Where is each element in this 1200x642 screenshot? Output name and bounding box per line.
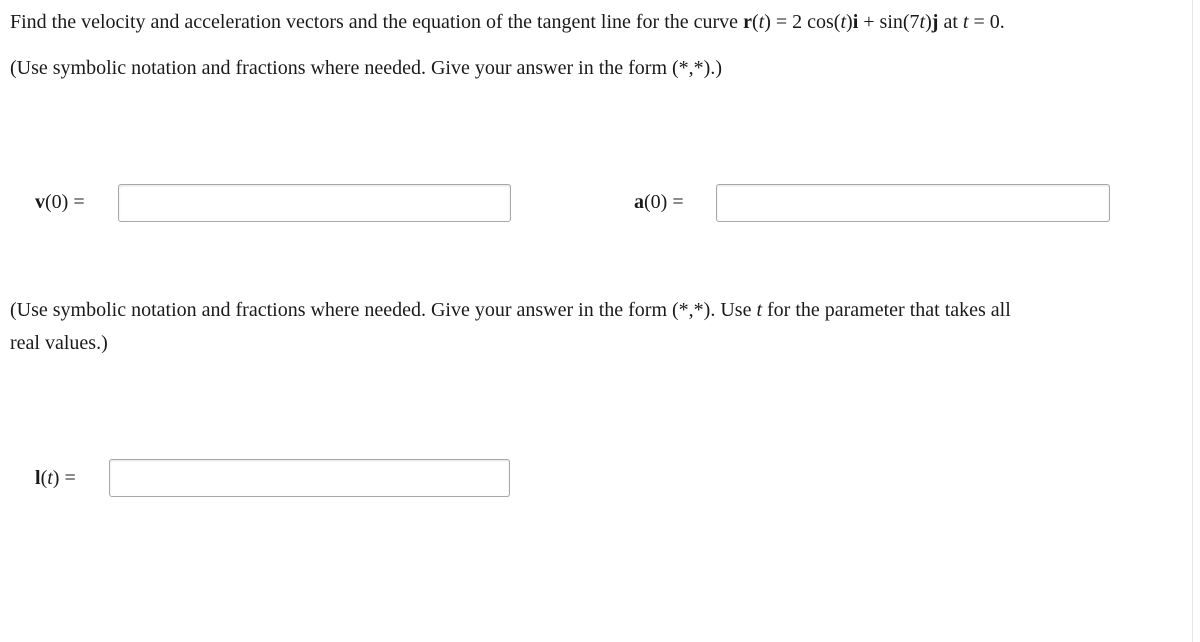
unit-i: i xyxy=(852,11,859,33)
instructions-2 xyxy=(10,294,1011,327)
var-t: t xyxy=(758,11,765,33)
unit-j: j xyxy=(931,11,939,33)
page-edge-divider xyxy=(1192,0,1193,642)
var-t: t xyxy=(962,11,969,33)
var-t: t xyxy=(47,467,53,489)
tangent-input[interactable] xyxy=(109,459,510,497)
acceleration-arg: (0) = xyxy=(644,191,684,213)
acceleration-label xyxy=(634,187,684,217)
velocity-input[interactable] xyxy=(118,184,511,222)
paren: ( xyxy=(40,467,48,489)
eq-part: ) xyxy=(925,11,932,33)
var-t: t xyxy=(756,299,763,321)
question-text: Find the velocity and acceleration vectors and the equation of the tangent line for the curve r(t) = 2 cos(t)i + sin(7t)j at t = 0. xyxy=(10,11,1005,33)
vector-r: r xyxy=(743,11,752,33)
eq-part: at xyxy=(938,11,963,33)
instructions-1: (Use symbolic notation and fractions where needed. Give your answer in the form (*,*).) xyxy=(10,57,723,79)
instructions-2-line2: real values.) xyxy=(10,332,108,354)
velocity-label xyxy=(35,187,85,217)
acceleration-symbol: a xyxy=(634,191,644,213)
acceleration-input[interactable] xyxy=(716,184,1110,222)
var-t: t xyxy=(919,11,926,33)
eq-part: + sin(7 xyxy=(858,11,920,33)
eq-part: ) = 2 cos( xyxy=(764,11,841,33)
question-prompt: Find the velocity and acceleration vectors and the equation of the tangent line for the curve xyxy=(10,11,744,33)
instructions-2-part2: for the parameter that takes all xyxy=(762,299,1011,321)
eq-part: ) xyxy=(846,11,853,33)
tangent-symbol: l xyxy=(35,467,41,489)
tangent-label xyxy=(35,463,76,493)
eq-part: = 0. xyxy=(968,11,1005,33)
velocity-arg: (0) = xyxy=(45,191,85,213)
tangent-close: ) = xyxy=(52,467,76,489)
instructions-2-part1: (Use symbolic notation and fractions where needed. Give your answer in the form (*,*). Use xyxy=(10,299,757,321)
velocity-symbol: v xyxy=(35,191,45,213)
var-t: t xyxy=(840,11,847,33)
